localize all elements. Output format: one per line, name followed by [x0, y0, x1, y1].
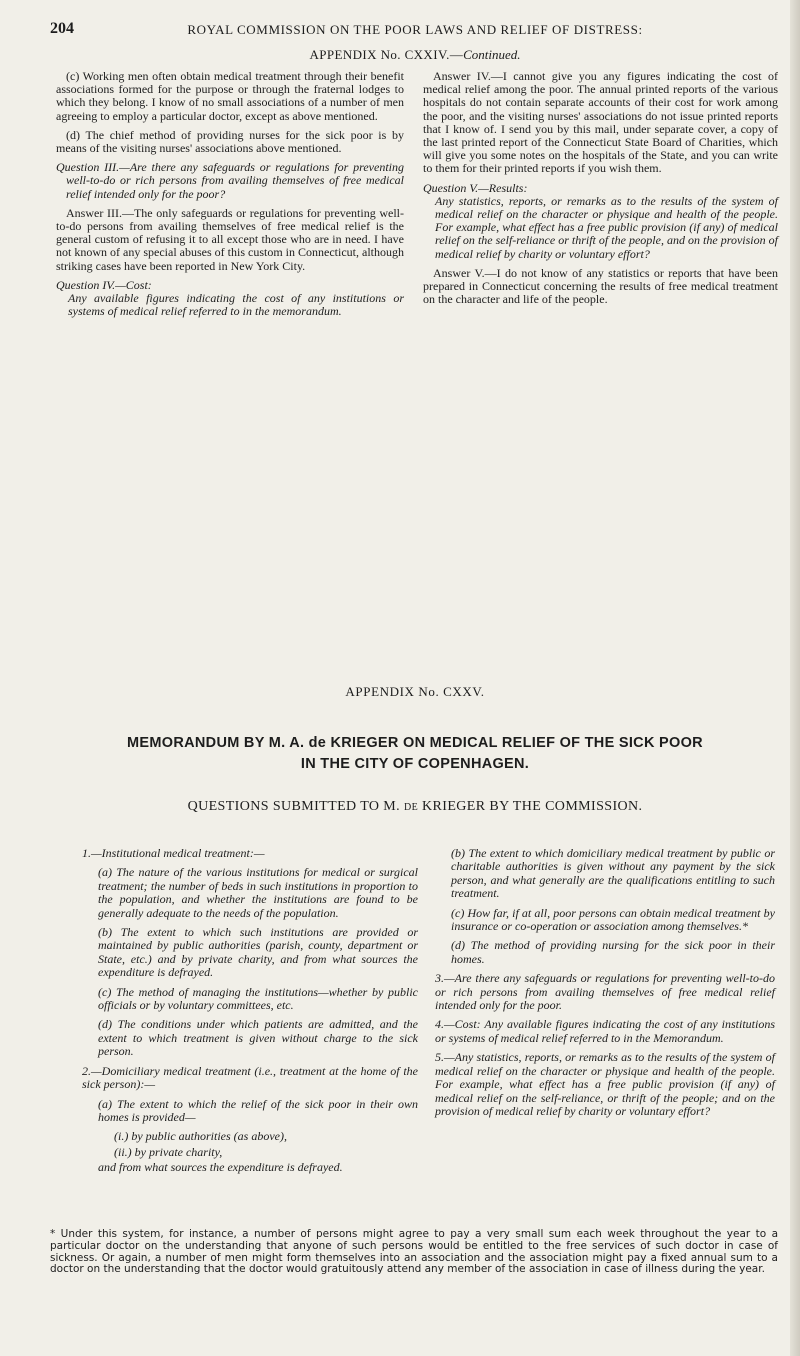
- page-number: 204: [50, 20, 74, 37]
- paragraph-d: (d) The chief method of providing nurses for the sick poor is by means of the visiting nurses' associations above mentioned.: [56, 127, 404, 156]
- question-2c: (c) How far, if at all, poor persons can obtain medical treatment by insurance or co-operation or association among themselves.*: [451, 905, 775, 934]
- answer-iv: Answer IV.—I cannot give you any figures indicating the cost of medical relief among the poor. The annual printed reports of the various hospitals do not contain separate accounts of their cost for work among the poor, and the visiting nurses' associations do not issue printed reports that I know of. I send you by this mail, under separate cover, a copy of the last printed report of the Connecticut State Board of Charities, which will give you some notes on the hospitals of the State, and you can write to them for their printed reports if you wish them.: [423, 69, 778, 176]
- appendix-cxxv-heading: APPENDIX No. CXXV.: [345, 684, 485, 699]
- question-2-title: 2.—Domiciliary medical treatment (i.e., treatment at the home of the sick person):—: [82, 1063, 418, 1092]
- questions-left-column: [82, 847, 418, 1181]
- question-2d: (d) The method of providing nursing for the sick poor in their homes.: [451, 938, 775, 966]
- document-page: [50, 0, 780, 1356]
- question-2a-ii: (ii.) by private charity,: [114, 1144, 223, 1159]
- memorandum-title-line-2: IN THE CITY OF COPENHAGEN.: [300, 756, 530, 772]
- question-1b: (b) The extent to which such institutions are provided or maintained by public authorities (parish, county, department or State, etc.) and by private charity, and from what sources the expenditure is defrayed.: [98, 925, 418, 980]
- page-edge: [790, 0, 800, 1356]
- question-4: 4.—Cost: Any available figures indicating the cost of any institutions or systems of medical relief referred to in the Memorandum.: [435, 1017, 775, 1045]
- appendix-cxxiv-heading: [50, 47, 780, 63]
- running-title: ROYAL COMMISSION ON THE POOR LAWS AND RELIEF OF DISTRESS:: [187, 22, 643, 37]
- footnote: * Under this system, for instance, a number of persons might agree to pay a very small sum each week throughout the year to a particular doctor on the understanding that anyone of such persons would be entitled to the free services of such doctor in case of sickness. Or again, a number of men might form themselves into an association and the association might pay a fixed annual sum to a doctor on the understanding that the doctor would gratuitously attend any member of the association in case of illness during the year.: [50, 1228, 778, 1276]
- answer-iii: Answer III.—The only safeguards or regulations for preventing well-to-do persons from availing themselves of free medical relief is the general custom of refusing it to all except those who are in need. I have not known of any special abuses of this custom in Connecticut, although striking cases have been reported in New York City.: [56, 205, 404, 273]
- question-2a-i: (i.) by public authorities (as above),: [114, 1129, 287, 1144]
- right-text-column: [423, 70, 778, 312]
- question-iv-text: Any available figures indicating the cost of any institutions or systems of medical relief referred to in the memorandum.: [68, 291, 404, 319]
- memorandum-title-line-1: MEMORANDUM BY M. A. de KRIEGER ON MEDICAL RELIEF OF THE SICK POOR: [127, 735, 703, 751]
- question-1c: (c) The method of managing the institutions—whether by public officials or by voluntary committees, etc.: [98, 984, 418, 1013]
- question-1-title: 1.—Institutional medical treatment:—: [82, 846, 265, 860]
- appendix-cxxiv-label: APPENDIX No. CXXIV.—: [309, 47, 464, 62]
- question-2a: (a) The extent to which the relief of the sick poor in their own homes is provided—: [98, 1096, 418, 1124]
- questions-heading: [50, 799, 780, 815]
- question-5: 5.—Any statistics, reports, or remarks as to the results of the system of medical relief on the character or physique and health of the people. For example, what effect has a free public provision (if any) of medical relief on the self-reliance, or thrift of the people; and on the provision of medical relief by charity or voluntary effort?: [435, 1050, 775, 1118]
- question-iii: Question III.—Are there any safeguards or regulations for preventing well-to-do or rich persons from availing themselves of free medical relief intended only for the poor?: [56, 160, 404, 201]
- question-v-label: Question V.—Results:: [423, 180, 528, 195]
- question-2b: (b) The extent to which domiciliary medical treatment by public or charitable authorities is given without any payment by the sick person, and what generally are the qualifications entitling to such treatment.: [451, 846, 775, 901]
- question-iv-label: Question IV.—Cost:: [56, 277, 152, 292]
- question-v-text: Any statistics, reports, or remarks as to the results of the system of medical relief on the character or physique and health of the people. For example, what effect has a free public provision (if any) of medical relief on the self-reliance or thrift of the people, and on the provision of medical relief by charity or voluntary effort?: [435, 193, 778, 261]
- answer-v: Answer V.—I do not know of any statistics or reports that have been prepared in Connecticut concerning the results of free medical treatment on the character and life of the people.: [423, 265, 778, 307]
- questions-heading-de: DE: [403, 802, 419, 813]
- question-2a-tail: and from what sources the expenditure is defrayed.: [98, 1160, 343, 1175]
- question-1a: (a) The nature of the various institutions for medical or surgical treatment; the number of beds in such institutions in proportion to the population, and whether the institutions are found to be generally adequate to the needs of the population.: [98, 865, 418, 920]
- memorandum-title: [50, 733, 780, 775]
- page-header: [50, 20, 780, 42]
- left-text-column: [56, 70, 404, 324]
- question-1d: (d) The conditions under which patients are admitted, and the extent to which treatment is given without charge to the sick person.: [98, 1017, 418, 1059]
- continued-label: Continued.: [463, 47, 521, 62]
- paragraph-c: (c) Working men often obtain medical treatment through their benefit associations formed for the purpose or through the fraternal lodges to which they belong. I know of no small associations of a number of men agreeing to employ a particular doctor, except as above mentioned.: [56, 69, 404, 123]
- questions-right-column: [435, 847, 775, 1124]
- question-3: 3.—Are there any safeguards or regulations for preventing well-to-do or rich persons from availing themselves of free medical relief intended only for the poor.: [435, 971, 775, 1013]
- questions-heading-part-2: KRIEGER BY THE COMMISSION.: [422, 799, 643, 814]
- questions-heading-part-1: QUESTIONS SUBMITTED TO M.: [187, 799, 401, 814]
